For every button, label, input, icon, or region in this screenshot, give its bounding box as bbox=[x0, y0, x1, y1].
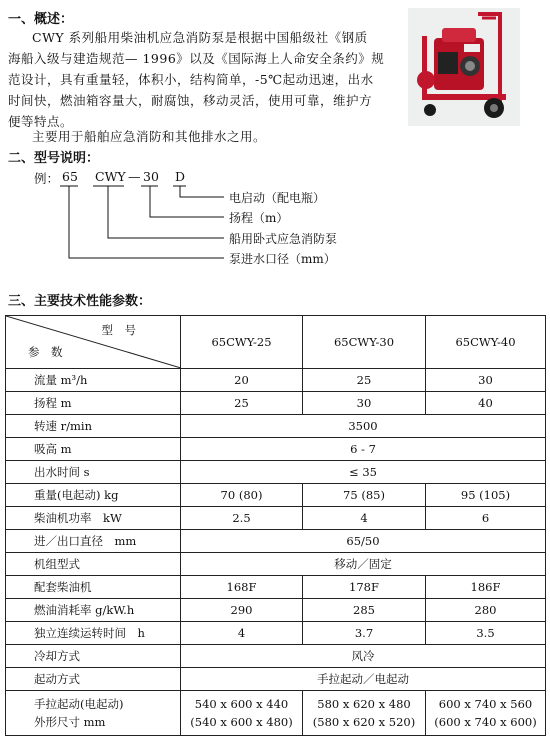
row-label: 进／出口直径 mm bbox=[6, 530, 181, 553]
overview-heading: 一、概述： bbox=[8, 12, 74, 27]
cell-value: 4 bbox=[303, 507, 426, 530]
table-row bbox=[6, 553, 546, 576]
row-label: 重量(电起动) kg bbox=[6, 484, 181, 507]
cell-value: 30 bbox=[426, 369, 546, 392]
column-header: 65CWY-30 bbox=[303, 316, 426, 369]
row-label: 机组型式 bbox=[6, 553, 181, 576]
cell-merged: ≤ 35 bbox=[181, 461, 546, 484]
table-header-row bbox=[6, 316, 546, 369]
model-part-type: CWY bbox=[95, 169, 126, 184]
cell-value: 4 bbox=[181, 622, 303, 645]
cell-merged: 65/50 bbox=[181, 530, 546, 553]
model-part-bore: 65 bbox=[62, 169, 78, 184]
cell-value: 6 bbox=[426, 507, 546, 530]
overview-line: 范设计，具有重量轻，体积小，结构简单，-5℃起动迅速，出水 bbox=[8, 72, 374, 87]
table-row bbox=[6, 530, 546, 553]
cell-value: 70 (80) bbox=[181, 484, 303, 507]
model-part-dash: — bbox=[128, 169, 141, 184]
table-row bbox=[6, 415, 546, 438]
cell-value: 25 bbox=[303, 369, 426, 392]
overview-line: 海船入级与建造规范— 1996》以及《国际海上人命安全条约》规 bbox=[8, 51, 385, 66]
table-row bbox=[6, 392, 546, 415]
column-header: 65CWY-40 bbox=[426, 316, 546, 369]
example-prefix: 例： bbox=[34, 171, 60, 186]
cell-value: 280 bbox=[426, 599, 546, 622]
row-label: 配套柴油机 bbox=[6, 576, 181, 599]
row-label: 流量 m³/h bbox=[6, 369, 181, 392]
cell-value: 3.7 bbox=[303, 622, 426, 645]
table-row bbox=[6, 645, 546, 668]
table-row bbox=[6, 507, 546, 530]
row-label: 起动方式 bbox=[6, 668, 181, 691]
cell-merged: 移动／固定 bbox=[181, 553, 546, 576]
legend-inlet-diameter: 泵进水口径（mm） bbox=[229, 252, 336, 266]
table-row bbox=[6, 369, 546, 392]
table-row bbox=[6, 484, 546, 507]
header-diagonal-cell bbox=[6, 316, 181, 369]
cell-value-line: 540 x 600 x 440 bbox=[194, 697, 289, 711]
row-label-line: 外形尺寸 mm bbox=[34, 715, 106, 729]
header-model-label: 型 号 bbox=[101, 323, 136, 337]
row-label bbox=[6, 691, 181, 736]
usage-text: 主要用于船舶应急消防和其他排水之用。 bbox=[32, 129, 267, 144]
model-part-start: D bbox=[175, 169, 186, 184]
table-row-dimensions bbox=[6, 691, 546, 736]
table-row bbox=[6, 461, 546, 484]
cell-value: 20 bbox=[181, 369, 303, 392]
column-header: 65CWY-25 bbox=[181, 316, 303, 369]
row-label: 出水时间 s bbox=[6, 461, 181, 484]
cell-value: 25 bbox=[181, 392, 303, 415]
cell-value: 2.5 bbox=[181, 507, 303, 530]
spec-table bbox=[5, 315, 546, 736]
row-label: 冷却方式 bbox=[6, 645, 181, 668]
cell-value: 3.5 bbox=[426, 622, 546, 645]
overview-line: CWY 系列船用柴油机应急消防泵是根据中国船级社《钢质 bbox=[32, 30, 368, 45]
cell-value: 40 bbox=[426, 392, 546, 415]
header-param-label: 参 数 bbox=[28, 345, 63, 359]
cell-merged: 3500 bbox=[181, 415, 546, 438]
legend-head: 扬程（m） bbox=[229, 211, 289, 225]
cell-value: 186F bbox=[426, 576, 546, 599]
table-row bbox=[6, 576, 546, 599]
cell-value bbox=[303, 691, 426, 736]
overview-line: 便等特点。 bbox=[8, 114, 74, 129]
row-label: 柴油机功率 kW bbox=[6, 507, 181, 530]
cell-value: 285 bbox=[303, 599, 426, 622]
cell-merged: 6 - 7 bbox=[181, 438, 546, 461]
cell-value: 178F bbox=[303, 576, 426, 599]
table-row bbox=[6, 438, 546, 461]
table-row bbox=[6, 599, 546, 622]
cell-merged: 手拉起动／电起动 bbox=[181, 668, 546, 691]
cell-value bbox=[426, 691, 546, 736]
table-row bbox=[6, 622, 546, 645]
legend-pump-type: 船用卧式应急消防泵 bbox=[229, 232, 338, 246]
row-label: 扬程 m bbox=[6, 392, 181, 415]
header-diagonal-line bbox=[6, 316, 181, 368]
model-heading: 二、型号说明： bbox=[8, 151, 100, 166]
row-label: 转速 r/min bbox=[6, 415, 181, 438]
row-label: 燃油消耗率 g/kW.h bbox=[6, 599, 181, 622]
row-label-line: 手拉起动(电起动) bbox=[34, 697, 124, 711]
cell-merged: 风冷 bbox=[181, 645, 546, 668]
table-row bbox=[6, 668, 546, 691]
cell-value-line: (600 x 740 x 600) bbox=[434, 715, 537, 729]
cell-value-line: 580 x 620 x 480 bbox=[317, 697, 411, 711]
row-label: 吸高 m bbox=[6, 438, 181, 461]
cell-value-line: (580 x 620 x 520) bbox=[312, 715, 416, 729]
cell-value-line: 600 x 740 x 560 bbox=[438, 697, 533, 711]
cell-value: 290 bbox=[181, 599, 303, 622]
overview-line: 时间快，燃油箱容量大，耐腐蚀，移动灵活，使用可靠，维护方 bbox=[8, 93, 373, 108]
cell-value: 95 (105) bbox=[426, 484, 546, 507]
cell-value: 75 (85) bbox=[303, 484, 426, 507]
cell-value: 30 bbox=[303, 392, 426, 415]
legend-electric-start: 电启动（配电瓶） bbox=[229, 191, 326, 205]
specs-heading: 三、主要技术性能参数： bbox=[8, 294, 152, 309]
model-part-head: 30 bbox=[143, 169, 159, 184]
row-label: 独立连续运转时间 h bbox=[6, 622, 181, 645]
cell-value bbox=[181, 691, 303, 736]
cell-value-line: (540 x 600 x 480) bbox=[190, 715, 293, 729]
cell-value: 168F bbox=[181, 576, 303, 599]
